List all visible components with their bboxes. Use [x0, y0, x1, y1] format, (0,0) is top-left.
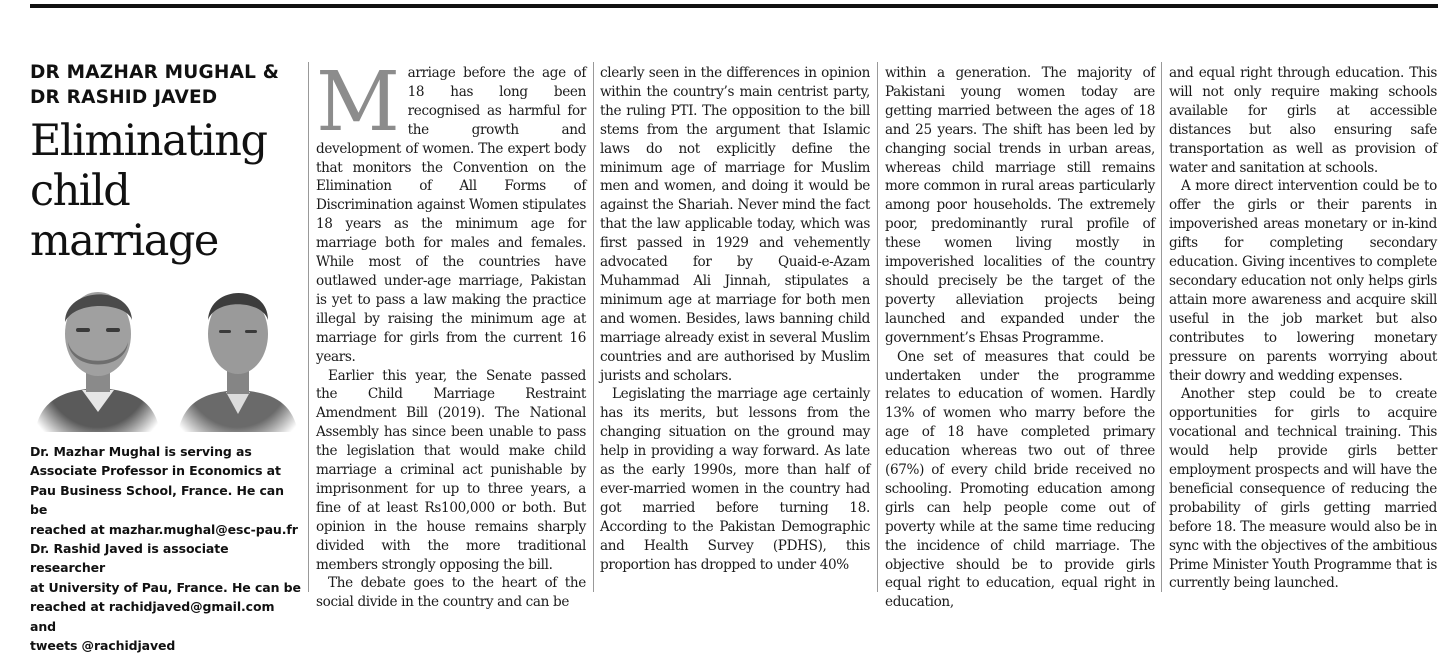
- bio-line: Dr. Mazhar Mughal is serving as: [30, 444, 252, 459]
- author-photos: [30, 272, 300, 432]
- bio-line: tweets @rachidjaved: [30, 638, 176, 654]
- top-rule: [30, 4, 1438, 8]
- article-column-2: [600, 64, 870, 594]
- body-paragraph: and equal right through education. This will not only require making schools available for girls at accessible distances but also ensuring safe transportation as well as provision of water and sanitation at schools.: [1169, 65, 1437, 176]
- body-paragraph: Legislating the marriage age certainly has its merits, but lessons from the changing situation on the ground may help in providing a way forward. As late as the early 1990s, more than half of ever-married women in the country had got married before turning 18. According to the Pakistan Demographic and Health Survey (PDHS), this proportion has dropped to under 40%: [600, 386, 870, 573]
- column-divider: [1161, 62, 1162, 592]
- bio-line: reached at rachidjaved@gmail.com and: [30, 599, 275, 634]
- body-paragraph: within a generation. The majority of Pakistani young women today are getting married between the ages of 18 and 25 years. The shift has been led by changing social trends in urban areas, whereas child marriage still remains more common in rural areas particularly among poor households. The extremely poor, predominantly rural profile of these women living mostly in impoverished localities of the country should precisely be the target of the poverty alleviation projects being launched and expanded under the government’s Ehsas Programme.: [885, 65, 1155, 346]
- bio-line: Dr. Rashid Javed is associate researcher: [30, 541, 229, 576]
- column-divider: [877, 62, 878, 592]
- bio-line: Pau Business School, France. He can be: [30, 482, 284, 518]
- author-line-2: DR RASHID JAVED: [30, 87, 218, 108]
- article-column-1: [316, 55, 586, 611]
- body-paragraph: A more direct intervention could be to offer the girls or their parents in impoverished areas monetary or in-kind gifts for completing secondary education. Giving incentives to complete secondary education not only helps girls attain more awareness and acquire skill useful in the job market but also contributes to lowering monetary pressure on parents worrying about their dowry and wedding expenses.: [1169, 178, 1437, 384]
- headline-line-3: marriage: [30, 216, 218, 266]
- headline: [30, 116, 300, 266]
- bio-line: Associate Professor in Economics at: [30, 463, 281, 479]
- article-header: [30, 60, 300, 432]
- author-bio: [30, 442, 302, 655]
- author-byline: [30, 60, 300, 110]
- body-paragraph: One set of measures that could be undertaken under the programme relates to education of women. Hardly 13% of women who marry before the age of 18 have completed primary education whereas two out of three (67%) of every child bride received no schooling. Promoting education among girls can help people come out of poverty while at the same time reducing the incidence of child marriage. The objective should be to provide girls equal right to education, equal right in education,: [885, 348, 1155, 611]
- article-column-4: [1169, 64, 1437, 594]
- bio-line: reached at mazhar.mughal@esc-pau.fr: [30, 521, 298, 537]
- portrait-mazhar-mughal: [30, 272, 165, 432]
- column-divider: [593, 62, 594, 592]
- bio-line: at University of Pau, France. He can be: [30, 579, 301, 595]
- body-paragraph: Another step could be to create opportunities for girls to acquire vocational and technical training. This would help provide girls better employment prospects and will have the beneficial consequence of reducing the probability of girls getting married before 18. The measure would also be in sync with the objectives of the ambitious Prime Minister Youth Programme that is currently being launched.: [1169, 386, 1437, 592]
- author-line-1: DR MAZHAR MUGHAL &: [30, 62, 280, 83]
- body-paragraph: clearly seen in the differences in opinion within the country’s main centrist party, the ruling PTI. The opposition to the bill stems from the argument that Islamic laws do not explicitly define the minimum age of marriage for Muslim men and women, and doing it would be against the Shariah. Never mind the fact that the law applicable today, which was first passed in 1929 and vehemently advocated for by Quaid-e-Azam Muhammad Ali Jinnah, stipulates a minimum age at marriage for both men and women. Besides, laws banning child marriage already exist in several Muslim countries and are authorised by Muslim jurists and scholars.: [600, 65, 870, 384]
- article-column-3: [885, 64, 1155, 611]
- column-divider: [308, 62, 309, 592]
- drop-cap: M: [316, 55, 400, 150]
- body-paragraph: The debate goes to the heart of the social divide in the country and can be: [316, 575, 586, 611]
- headline-line-1: Eliminating: [30, 116, 267, 166]
- body-paragraph: arriage before the age of 18 has long been recognised as harmful for the growth and development of women. The expert body that monitors the Convention on the Elimination of All Forms of Discrimination against Women stipulates 18 years as the minimum age for marriage both for males and females. While most of the countries have outlawed under-age marriage, Pakistan is yet to pass a law making the practice illegal by raising the minimum age at marriage for girls from the current 16 years.: [316, 65, 586, 365]
- portrait-rashid-javed: [170, 272, 305, 432]
- body-paragraph: Earlier this year, the Senate passed the Child Marriage Restraint Amendment Bill (2019). The National Assembly has since been unable to pass the legislation that would make child marriage a criminal act punishable by imprisonment for up to three years, a fine of at least Rs100,000 or both. But opinion in the house remains sharply divided with the more traditional members strongly opposing the bill.: [316, 367, 586, 573]
- headline-line-2: child: [30, 166, 130, 216]
